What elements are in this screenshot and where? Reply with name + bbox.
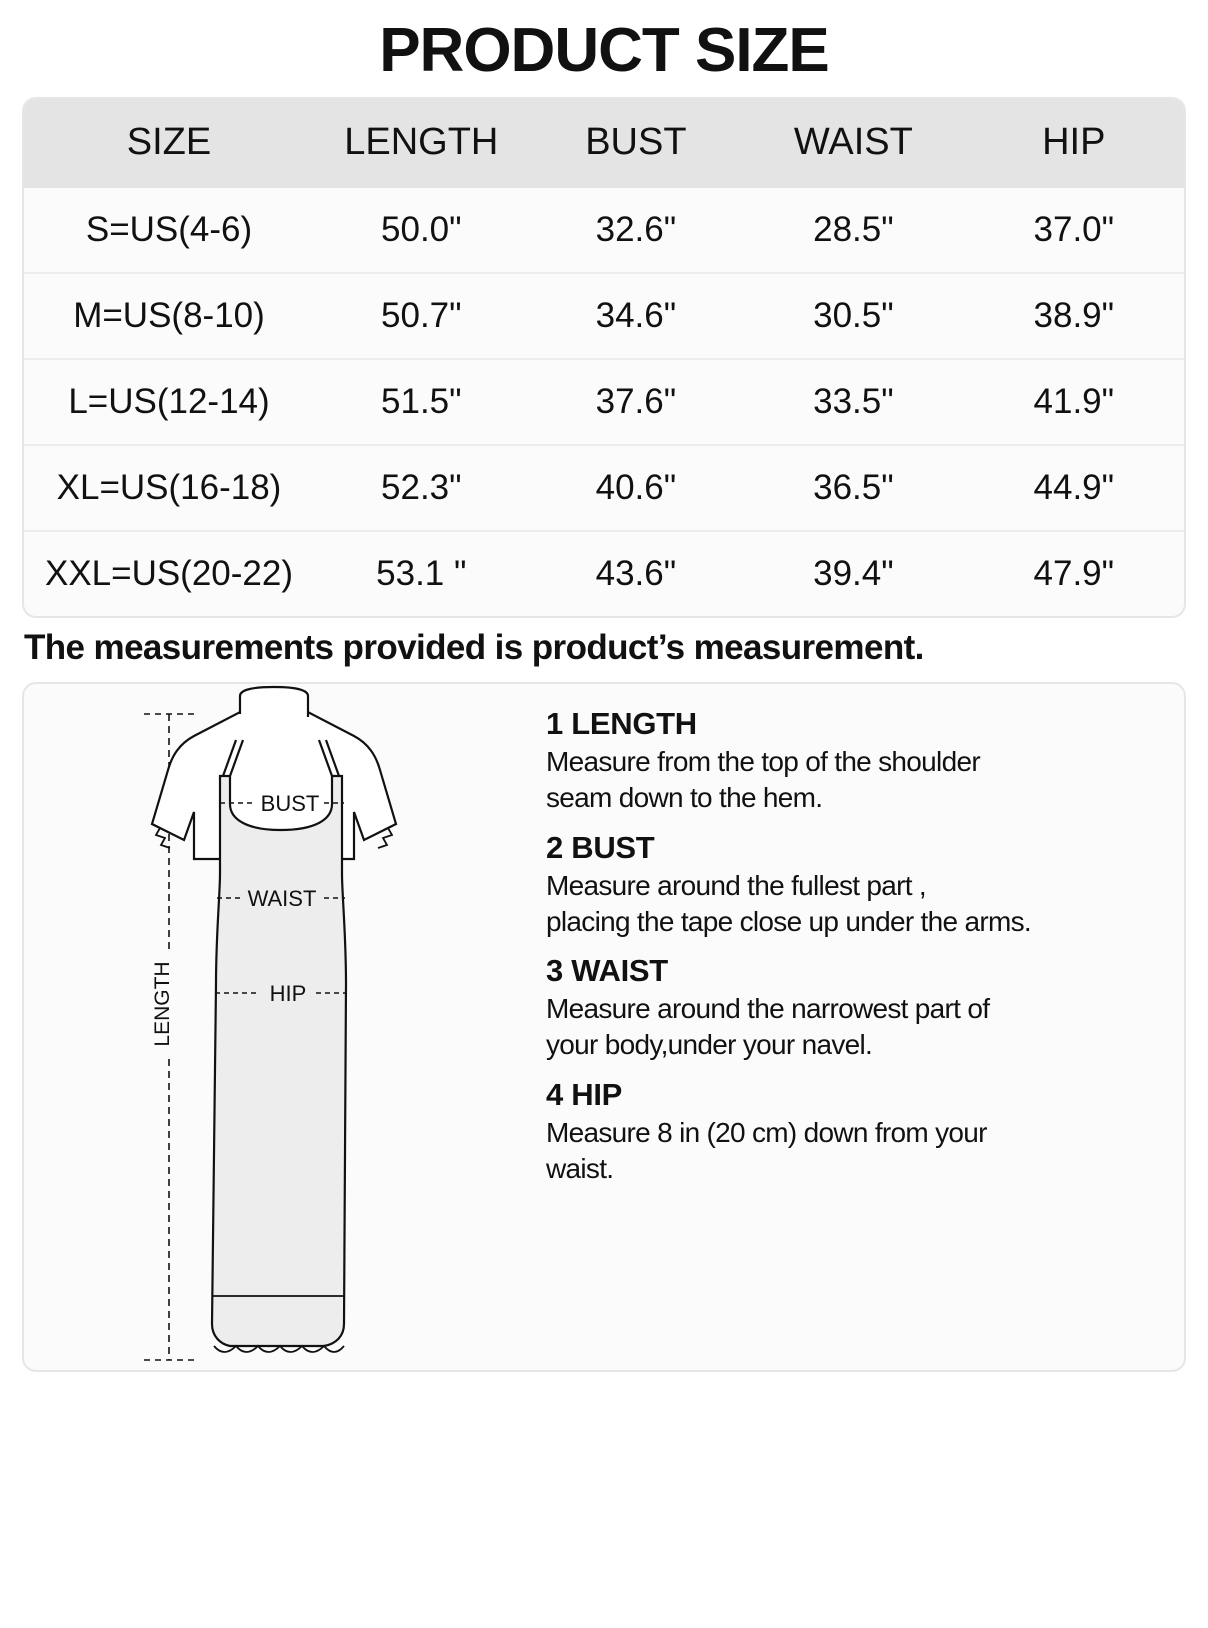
instruction-length <box>546 706 1166 816</box>
cell-size: L=US(12-14) <box>24 359 314 445</box>
size-table-card <box>22 97 1186 618</box>
instruction-line: placing the tape close up under the arms. <box>546 905 1031 937</box>
cell-waist: 33.5" <box>743 359 963 445</box>
instructions-pane <box>524 684 1184 1370</box>
measurement-guide-card <box>22 682 1186 1372</box>
column-header-bust: BUST <box>585 121 687 164</box>
column-header-size: SIZE <box>126 121 212 164</box>
table-row <box>24 359 1184 445</box>
column-header-length: LENGTH <box>344 121 499 164</box>
cell-bust: 32.6" <box>595 210 677 250</box>
instruction-text <box>546 991 1166 1063</box>
cell-size: XL=US(16-18) <box>24 445 314 531</box>
cell-hip: 37.0" <box>1033 210 1115 250</box>
cell-waist: 39.4" <box>743 531 963 616</box>
cell-waist: 28.5" <box>813 210 894 250</box>
instruction-text <box>546 1115 1166 1187</box>
table-row <box>24 273 1184 359</box>
cell-bust: 34.6" <box>529 273 744 359</box>
size-table <box>24 99 1184 616</box>
cell-bust: 37.6" <box>529 359 744 445</box>
cell-waist: 36.5" <box>743 445 963 531</box>
cell-hip: 41.9" <box>964 359 1184 445</box>
garment-figure-pane <box>24 684 524 1370</box>
cell-length: 50.7" <box>314 273 529 359</box>
instruction-line: your body,under your navel. <box>546 1029 873 1061</box>
instruction-heading: 3 WAIST <box>546 953 668 989</box>
table-row <box>24 445 1184 531</box>
instruction-line: seam down to the hem. <box>546 781 823 813</box>
column-header-hip: HIP <box>1042 121 1106 164</box>
cell-waist: 30.5" <box>743 273 963 359</box>
cell-hip: 38.9" <box>964 273 1184 359</box>
cell-length: 50.0" <box>381 210 462 250</box>
cell-size: M=US(8-10) <box>24 273 314 359</box>
table-row <box>24 531 1184 616</box>
table-row <box>24 188 1184 273</box>
cell-length: 51.5" <box>314 359 529 445</box>
waist-label: WAIST <box>247 886 317 912</box>
length-label: LENGTH <box>151 961 174 1047</box>
size-chart-page <box>0 18 1208 1628</box>
dress-diagram <box>24 684 524 1372</box>
slip-dress-shape <box>212 776 346 1346</box>
size-table-body <box>24 188 1184 616</box>
instruction-line: Measure 8 in (20 cm) down from your <box>546 1117 987 1149</box>
cell-bust: 43.6" <box>529 531 744 616</box>
hip-label: HIP <box>269 981 307 1007</box>
instruction-line: waist. <box>546 1152 614 1184</box>
cell-length: 53.1 " <box>314 531 529 616</box>
table-header-row <box>24 99 1184 188</box>
cell-bust: 40.6" <box>529 445 744 531</box>
instruction-waist <box>546 953 1166 1063</box>
instruction-heading: 4 HIP <box>546 1077 623 1113</box>
cell-hip: 47.9" <box>964 531 1184 616</box>
cell-size: XXL=US(20-22) <box>24 531 314 616</box>
instruction-text <box>546 744 1166 816</box>
size-table-head <box>24 99 1184 188</box>
cell-hip: 44.9" <box>964 445 1184 531</box>
bust-label: BUST <box>260 791 320 817</box>
instruction-bust <box>546 830 1166 940</box>
collar-shape <box>240 687 308 717</box>
cell-length: 52.3" <box>314 445 529 531</box>
measurement-note: The measurements provided is product’s measurement. <box>24 628 924 668</box>
page-title: PRODUCT SIZE <box>379 16 829 85</box>
instruction-heading: 2 BUST <box>546 829 655 865</box>
instruction-line: Measure from the top of the shoulder <box>546 746 980 778</box>
instruction-line: Measure around the fullest part , <box>546 869 927 901</box>
instruction-line: Measure around the narrowest part of <box>546 993 990 1025</box>
column-header-waist: WAIST <box>793 121 913 164</box>
cell-size: S=US(4-6) <box>85 210 253 250</box>
instruction-text <box>546 868 1166 940</box>
instruction-heading: 1 LENGTH <box>546 706 697 742</box>
instruction-hip <box>546 1077 1166 1187</box>
